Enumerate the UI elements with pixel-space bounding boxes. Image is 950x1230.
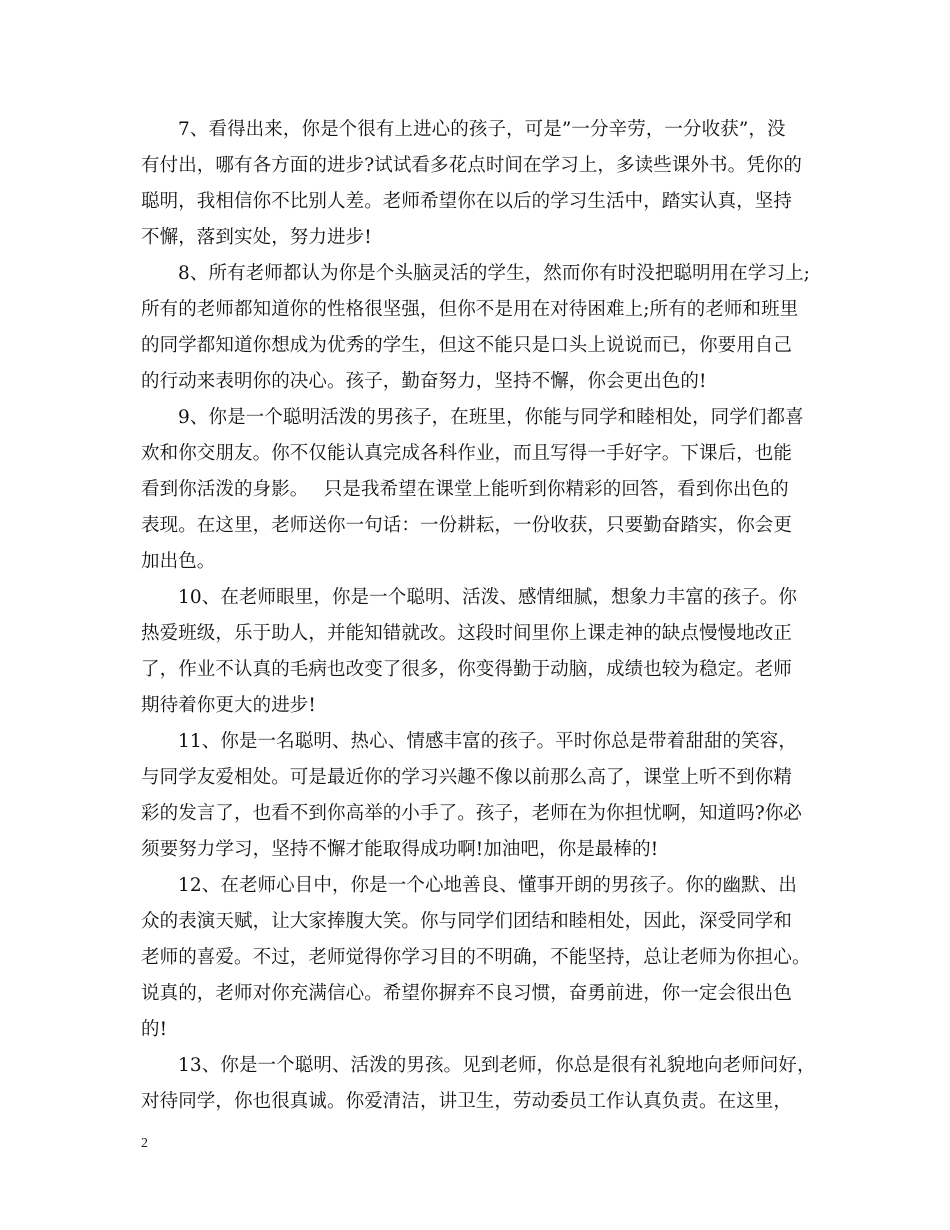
text-line: 13、你是一个聪明、活泼的男孩。见到老师，你总是很有礼貌地向老师问好，: [178, 1055, 816, 1076]
text-line: 看到你活泼的身影。 只是我希望在课堂上能听到你精彩的回答，看到你出色的: [141, 479, 789, 500]
text-line: 不懈，落到实处，努力进步!: [141, 227, 372, 248]
text-line: 12、在老师心目中，你是一个心地善良、懂事开朗的男孩子。你的幽默、出: [178, 875, 797, 896]
comment-paragraph-7: [141, 112, 813, 256]
text-line: 加出色。: [141, 551, 216, 572]
document-body: [141, 112, 816, 1120]
text-line: 聪明，我相信你不比别人差。老师希望你在以后的学习生活中，踏实认真，坚持: [141, 191, 793, 212]
text-line: 期待着你更大的进步!: [141, 695, 316, 716]
comment-paragraph-9: [141, 400, 813, 580]
text-line: 所有的老师都知道你的性格很坚强，但你不是用在对待困难上;所有的老师和班里: [141, 299, 799, 320]
text-line: 8、所有老师都认为你是个头脑灵活的学生，然而你有时没把聪明用在学习上;: [178, 263, 811, 284]
text-line: 众的表演天赋，让大家捧腹大笑。你与同学们团结和睦相处，因此，深受同学和: [141, 911, 793, 932]
text-line: 11、你是一名聪明、热心、情感丰富的孩子。平时你总是带着甜甜的笑容，: [178, 731, 797, 752]
comment-paragraph-10: [141, 580, 813, 724]
text-line: 9、你是一个聪明活泼的男孩子，在班里，你能与同学和睦相处，同学们都喜: [178, 407, 804, 428]
comment-paragraph-12: [141, 868, 813, 1048]
text-line: 的行动来表明你的决心。孩子，勤奋努力，坚持不懈，你会更出色的!: [141, 371, 707, 392]
text-line: 须要努力学习，坚持不懈才能取得成功啊!加油吧，你是最棒的!: [141, 839, 659, 860]
text-line: 对待同学，你也很真诚。你爱清洁，讲卫生，劳动委员工作认真负责。在这里，: [141, 1091, 793, 1112]
text-line: 10、在老师眼里，你是一个聪明、活泼、感情细腻，想象力丰富的孩子。你: [178, 587, 797, 608]
page-number: 2: [141, 1136, 148, 1151]
text-line: 说真的，老师对你充满信心。希望你摒弃不良习惯，奋勇前进，你一定会很出色: [141, 983, 793, 1004]
text-line: 的!: [141, 1019, 168, 1040]
comment-paragraph-8: [141, 256, 813, 400]
text-line: 老师的喜爱。不过，老师觉得你学习目的不明确，不能坚持，总让老师为你担心。: [141, 947, 811, 968]
text-line: 的同学都知道你想成为优秀的学生，但这不能只是口头上说说而已，你要用自己: [141, 335, 793, 356]
text-line: 表现。在这里，老师送你一句话：一份耕耘，一份收获，只要勤奋踏实，你会更: [141, 515, 793, 536]
comment-paragraph-11: [141, 724, 813, 868]
text-line: 有付出，哪有各方面的进步?试试看多花点时间在学习上，多读些课外书。凭你的: [141, 155, 803, 176]
text-line: 了，作业不认真的毛病也改变了很多，你变得勤于动脑，成绩也较为稳定。老师: [141, 659, 793, 680]
text-line: 欢和你交朋友。你不仅能认真完成各科作业，而且写得一手好字。下课后，也能: [141, 443, 793, 464]
text-line: 热爱班级，乐于助人，并能知错就改。这段时间里你上课走神的缺点慢慢地改正: [141, 623, 793, 644]
comment-paragraph-13: [141, 1048, 816, 1120]
text-line: 与同学友爱相处。可是最近你的学习兴趣不像以前那么高了，课堂上听不到你精: [141, 767, 793, 788]
text-line: 7、看得出来，你是个很有上进心的孩子，可是”一分辛劳，一分收获”，没: [178, 119, 786, 140]
text-line: 彩的发言了，也看不到你高举的小手了。孩子，老师在为你担忧啊，知道吗?你必: [141, 803, 803, 824]
